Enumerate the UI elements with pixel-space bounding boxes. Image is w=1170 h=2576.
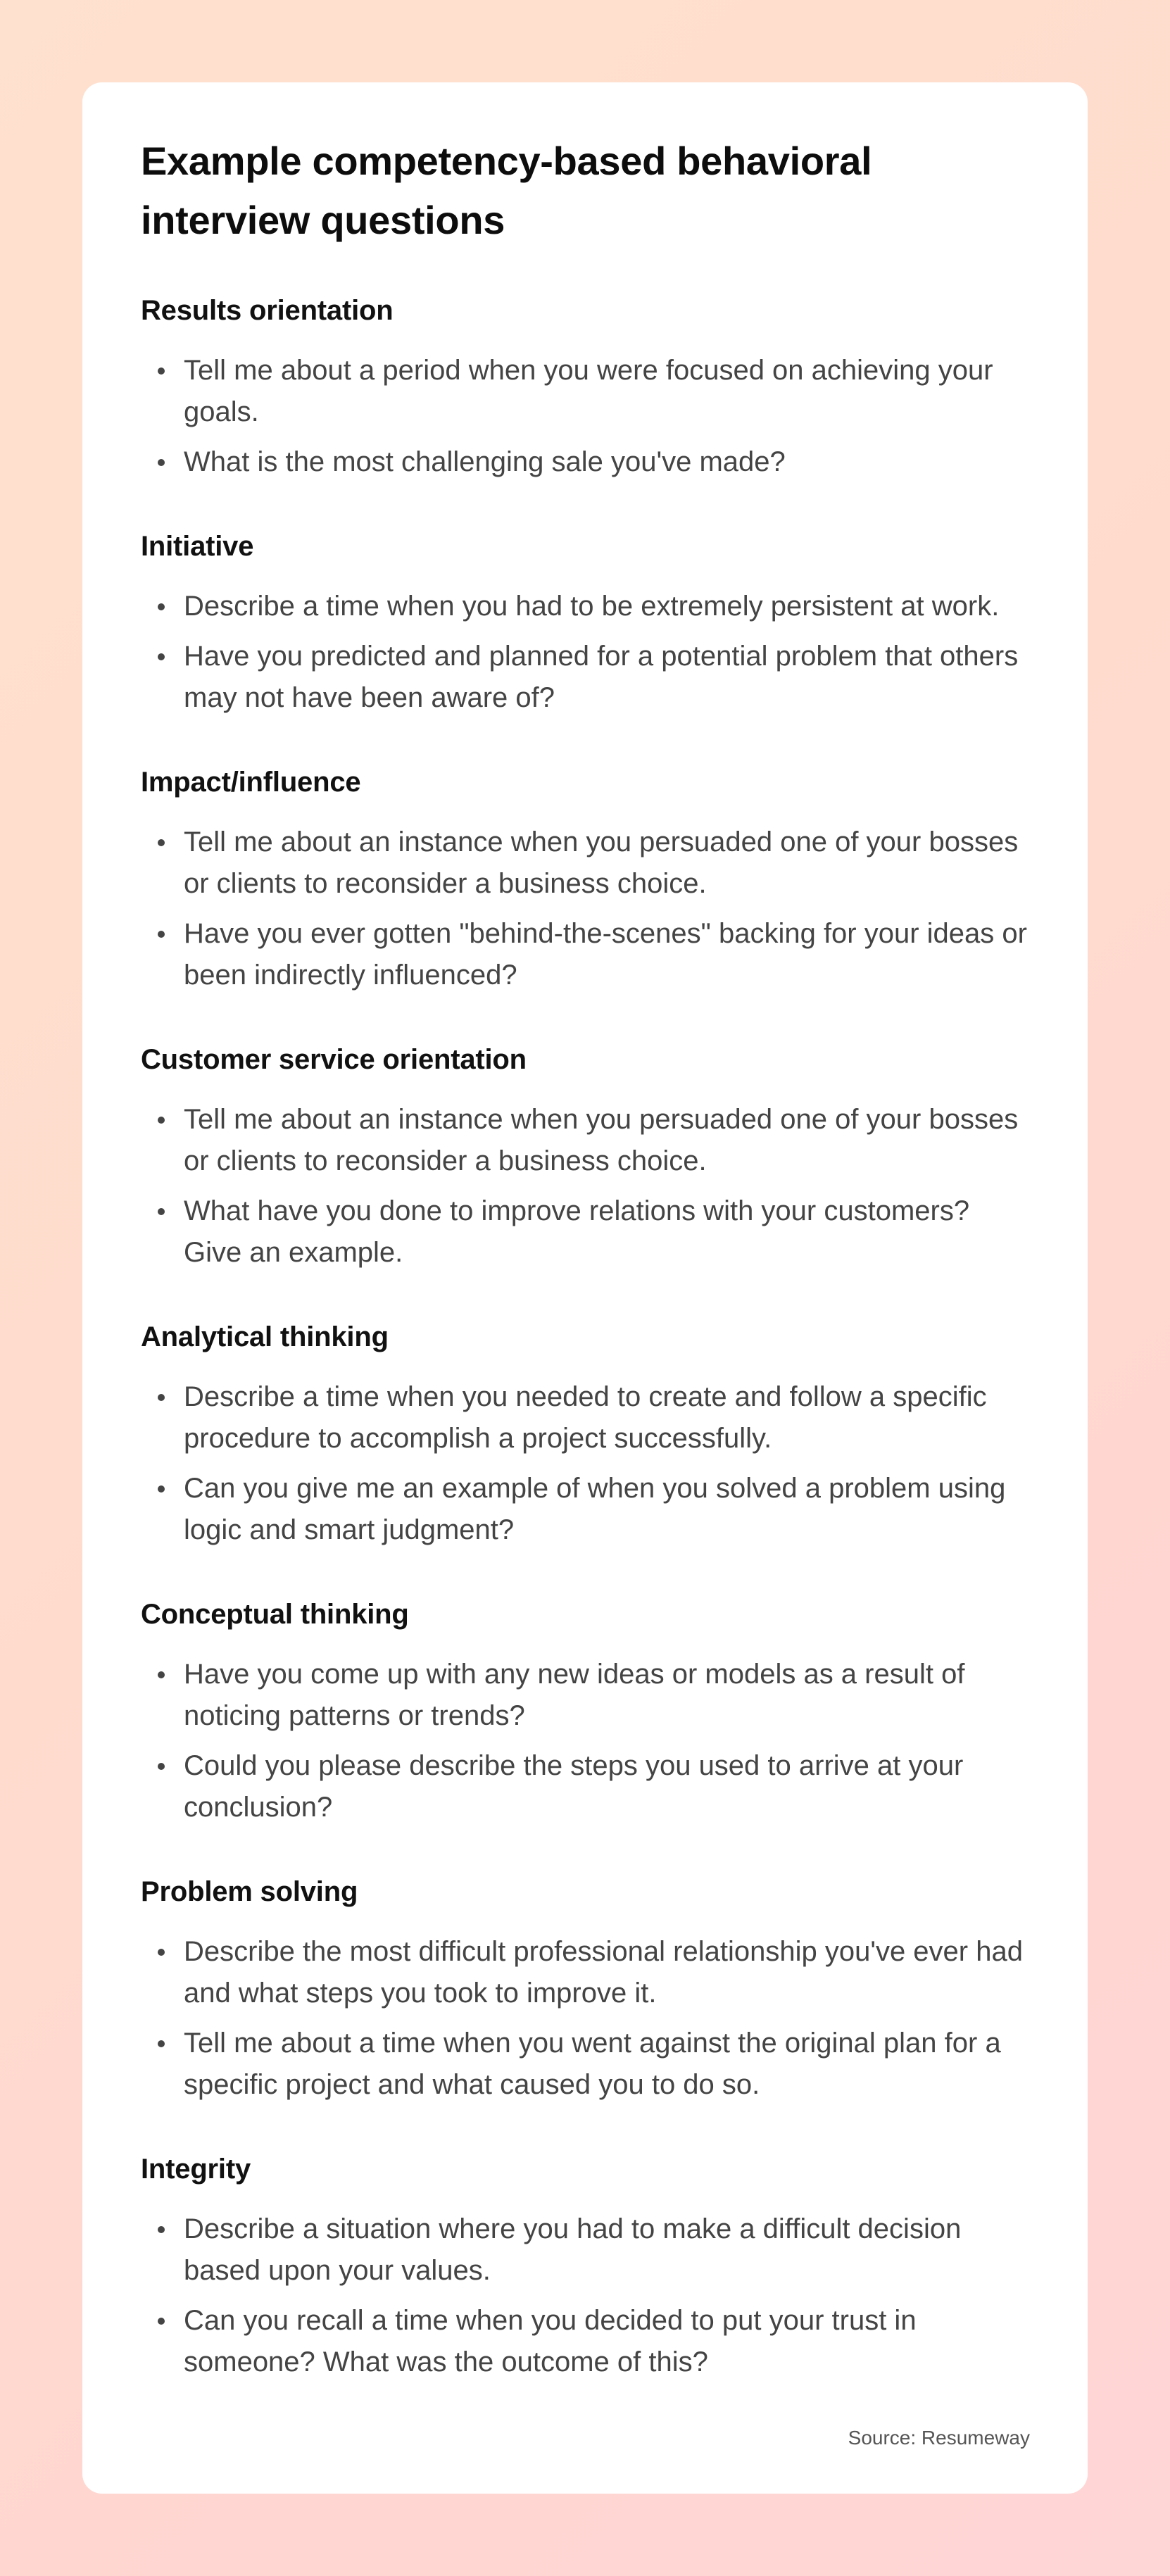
question-text: Have you predicted and planned for a potential problem that others may not have been aware of? [184,641,1019,713]
list-item [141,1745,1030,1828]
bullet-dot-icon [158,1671,165,1678]
question-text: Tell me about an instance when you persuaded one of your bosses or clients to reconsider a business choice. [184,827,1019,899]
question-sections [141,294,1030,2383]
list-item [141,1654,1030,1737]
question-list [141,350,1030,483]
section-heading: Integrity [141,2154,251,2185]
bullet-dot-icon [158,1949,165,1956]
question-text: Have you come up with any new ideas or models as a result of noticing patterns or trends? [184,1659,965,1731]
section-impact-influence [141,765,1030,996]
content-card [82,82,1088,2494]
bullet-dot-icon [158,2318,165,2325]
section-integrity [141,2152,1030,2383]
question-text: Tell me about a time when you went against the original plan for a specific project and what caused you to do so. [184,2028,1001,2100]
list-item [141,586,1030,627]
bullet-dot-icon [158,1485,165,1493]
question-text: Describe the most difficult professional relationship you've ever had and what steps you took to improve it. [184,1936,1023,2009]
question-text: Can you give me an example of when you solved a problem using logic and smart judgment? [184,1473,1006,1545]
list-item [141,636,1030,719]
list-item [141,1099,1030,1182]
bullet-dot-icon [158,1208,165,1215]
question-text: What have you done to improve relations with your customers? Give an example. [184,1195,970,1268]
question-text: Can you recall a time when you decided to put your trust in someone? What was the outcome of this? [184,2305,917,2377]
list-item [141,2209,1030,2292]
question-text: Describe a situation where you had to make a difficult decision based upon your values. [184,2213,962,2286]
question-list [141,1654,1030,1828]
section-conceptual-thinking [141,1597,1030,1828]
question-text: Have you ever gotten "behind-the-scenes" backing for your ideas or been indirectly influenced? [184,918,1027,991]
section-customer-service-orientation [141,1043,1030,1274]
list-item [141,2300,1030,2383]
list-item [141,913,1030,996]
bullet-dot-icon [158,2040,165,2047]
list-item [141,1376,1030,1459]
section-heading: Initiative [141,531,254,562]
question-text: Tell me about a period when you were focused on achieving your goals. [184,355,993,427]
bullet-dot-icon [158,1763,165,1770]
section-heading: Problem solving [141,1876,358,1907]
question-text: What is the most challenging sale you've made? [184,446,786,477]
list-item [141,441,1030,483]
bullet-dot-icon [158,1117,165,1124]
list-item [141,2023,1030,2106]
bullet-dot-icon [158,603,165,610]
section-initiative [141,529,1030,719]
bullet-dot-icon [158,839,165,846]
section-heading: Customer service orientation [141,1044,527,1075]
question-list [141,1376,1030,1551]
section-results-orientation [141,294,1030,483]
bullet-dot-icon [158,653,165,660]
question-list [141,822,1030,996]
section-heading: Analytical thinking [141,1321,389,1352]
question-list [141,586,1030,719]
bullet-dot-icon [158,459,165,466]
question-text: Describe a time when you needed to create and follow a specific procedure to accomplish a project successfully. [184,1381,987,1454]
page-title: Example competency-based behavioral interview questions [141,139,872,242]
section-problem-solving [141,1875,1030,2106]
list-item [141,1931,1030,2014]
bullet-dot-icon [158,1394,165,1401]
list-item [141,350,1030,433]
question-list [141,2209,1030,2383]
list-item [141,822,1030,905]
bullet-dot-icon [158,2226,165,2233]
section-analytical-thinking [141,1320,1030,1551]
question-text: Describe a time when you had to be extremely persistent at work. [184,591,1000,622]
list-item [141,1190,1030,1274]
bullet-dot-icon [158,367,165,375]
list-item [141,1468,1030,1551]
bullet-dot-icon [158,931,165,938]
section-heading: Conceptual thinking [141,1599,409,1630]
question-list [141,1931,1030,2106]
question-text: Tell me about an instance when you persuaded one of your bosses or clients to reconsider a business choice. [184,1104,1019,1176]
source-credit: Source: Resumeway [848,2427,1030,2449]
question-text: Could you please describe the steps you used to arrive at your conclusion? [184,1750,964,1823]
question-list [141,1099,1030,1274]
section-heading: Impact/influence [141,767,361,798]
section-heading: Results orientation [141,295,394,326]
